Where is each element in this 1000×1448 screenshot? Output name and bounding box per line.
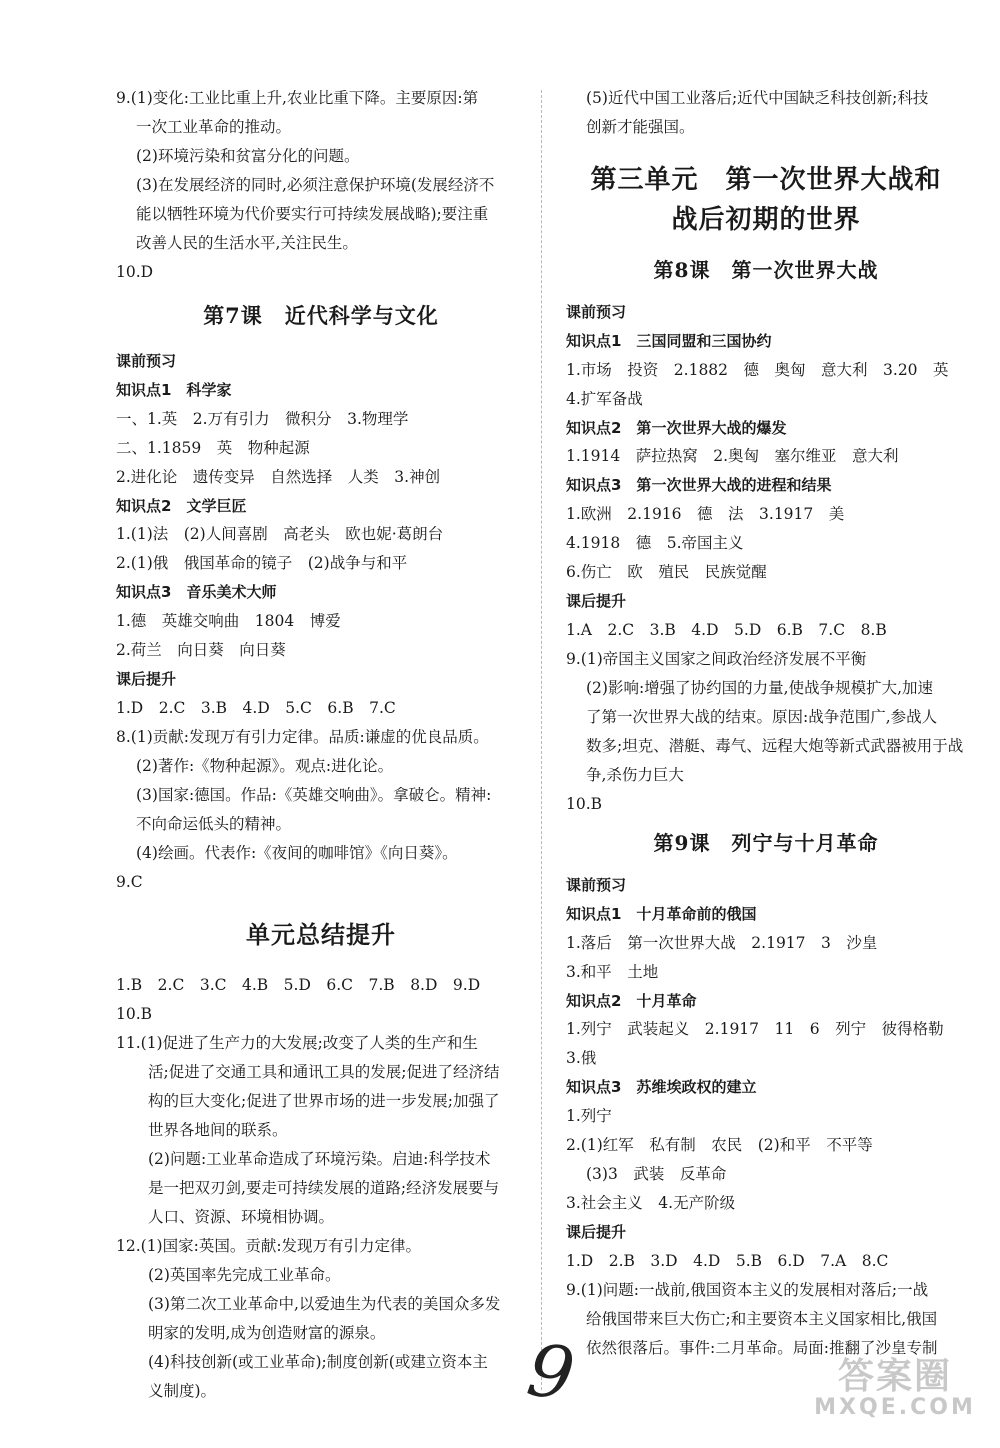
answer-line: 能以牺牲环境为代价要实行可持续发展战略);要注重 [136,205,489,223]
answer-line: 1.B 2.C 3.C 4.B 5.D 6.C 7.B 8.D 9.D [116,975,481,994]
pre-study-heading: 课前预习 [566,875,627,894]
answer-line: 一次工业革命的推动。 [136,118,292,136]
answer-line: (2)著作:《物种起源》。观点:进化论。 [136,756,394,775]
answer-line: 3.俄 [566,1049,597,1068]
answer-line: 给俄国带来巨大伤亡;和主要资本主义国家相比,俄国 [586,1309,938,1328]
unit-title: 第三单元 第一次世界大战和 [590,165,942,195]
answer-line: (5)近代中国工业落后;近代中国缺乏科技创新;科技 [586,89,929,107]
lesson-8-title: 第8课 第一次世界大战 [653,258,879,282]
left-column [116,84,526,1406]
answer-line: 2.(1)俄 俄国革命的镜子 (2)战争与和平 [116,554,408,573]
unit-title: 战后初期的世界 [671,205,861,235]
column-divider [541,90,542,1390]
answer-line: (2)问题:工业革命造成了环境污染。启迪:科学技术 [148,1149,491,1168]
watermark-main-text: 答案圈 [837,1356,952,1397]
unit-title-block [566,160,966,240]
answer-line: 了第一次世界大战的结束。原因:战争范围广,参战人 [586,707,938,726]
answer-line: (4)科技创新(或工业革命);制度创新(或建立资本主 [148,1352,488,1371]
answer-line: 1.落后 第一次世界大战 2.1917 3 沙皇 [566,933,878,952]
knowledge-point-heading: 知识点3 第一次世界大战的进程和结果 [566,476,832,495]
answer-line: 10.B [566,794,603,813]
answer-line: (3)在发展经济的同时,必须注意保护环境(发展经济不 [136,176,495,194]
pre-study-heading: 课前预习 [566,303,627,321]
watermark-sub-text: MXQE.COM [814,1395,976,1420]
knowledge-point-heading: 知识点1 科学家 [116,380,232,399]
answer-line: 人口、资源、环境相协调。 [148,1207,335,1226]
answer-line: 9.(1)问题:一战前,俄国资本主义的发展相对落后;一战 [566,1280,929,1299]
answer-line: 1.列宁 武装起义 2.1917 11 6 列宁 彼得格勒 [566,1020,944,1039]
answer-line: 10.D [116,263,154,281]
pre-study-heading: 课前预习 [116,352,177,370]
answer-line: 8.(1)贡献:发现万有引力定律。品质:谦虚的优良品质。 [116,727,489,746]
answer-line: 一、1.英 2.万有引力 微积分 3.物理学 [116,409,409,428]
answer-line: 11.(1)促进了生产力的大发展;改变了人类的生产和生 [116,1033,478,1052]
answer-line: 1.德 英雄交响曲 1804 博爱 [116,612,341,631]
answer-line: 12.(1)国家:英国。贡献:发现万有引力定律。 [116,1236,422,1255]
answer-line: 1.市场 投资 2.1882 德 奥匈 意大利 3.20 英 [566,360,949,379]
answer-line: (2)英国率先完成工业革命。 [148,1265,341,1284]
knowledge-point-heading: 知识点2 十月革命 [566,991,697,1010]
answer-line: 4.扩军备战 [566,389,643,408]
answer-line: 3.社会主义 4.无产阶级 [566,1194,736,1213]
answer-line: (3)国家:德国。作品:《英雄交响曲》。拿破仑。精神: [136,785,492,804]
unit-summary-title: 单元总结提升 [246,920,396,949]
answer-line: 9.C [116,872,143,891]
answer-line: 构的巨大变化;促进了世界市场的进一步发展;加强了 [148,1091,500,1110]
knowledge-point-heading: 知识点2 第一次世界大战的爆发 [566,418,787,437]
answer-line: 改善人民的生活水平,关注民生。 [136,234,358,252]
answer-line: 义制度)。 [148,1381,217,1400]
answer-line: 二、1.1859 英 物种起源 [116,438,310,457]
answer-line: 1.A 2.C 3.B 4.D 5.D 6.B 7.C 8.B [566,620,887,639]
answer-line: 不向命运低头的精神。 [136,814,292,833]
knowledge-point-heading: 知识点1 三国同盟和三国协约 [566,331,772,350]
knowledge-point-heading: 知识点3 苏维埃政权的建立 [566,1078,757,1097]
handwritten-page-number: 9 [522,1327,580,1417]
answer-line: 2.荷兰 向日葵 向日葵 [116,641,286,660]
answer-line: 9.(1)变化:工业比重上升,农业比重下降。主要原因:第 [116,89,479,107]
answer-line: (2)环境污染和贫富分化的问题。 [136,147,360,165]
answer-line: 世界各地间的联系。 [148,1120,288,1139]
answer-line: 创新才能强国。 [586,118,695,136]
answer-line: (4)绘画。代表作:《夜间的咖啡馆》《向日葵》。 [136,843,458,862]
answer-line: 1.列宁 [566,1107,612,1126]
answer-line: (2)影响:增强了协约国的力量,使战争规模扩大,加速 [586,678,934,697]
answer-line: 1.1914 萨拉热窝 2.奥匈 塞尔维亚 意大利 [566,447,899,466]
post-study-heading: 课后提升 [116,670,177,689]
post-study-heading: 课后提升 [566,592,627,611]
answer-line: 依然很落后。事件:二月革命。局面:推翻了沙皇专制 [586,1338,938,1357]
lesson-9-title: 第9课 列宁与十月革命 [653,830,879,855]
knowledge-point-heading: 知识点2 文学巨匠 [116,496,247,515]
answer-line: 明家的发明,成为创造财富的源泉。 [148,1323,386,1342]
answer-line: 1.(1)法 (2)人间喜剧 高老头 欧也妮·葛朗台 [116,525,444,544]
answer-line: 3.和平 土地 [566,962,659,981]
right-column [566,84,966,1363]
knowledge-point-heading: 知识点3 音乐美术大师 [116,583,277,602]
answer-line: 10.B [116,1004,153,1023]
answer-line: 是一把双刃剑,要走可持续发展的道路;经济发展要与 [148,1178,500,1197]
answer-line: 数多;坦克、潜艇、毒气、远程大炮等新式武器被用于战 [586,736,964,755]
answer-line: (3)3 武装 反革命 [586,1165,727,1184]
answer-line: 2.(1)红军 私有制 农民 (2)和平 不平等 [566,1136,873,1155]
answer-line: 6.伤亡 欧 殖民 民族觉醒 [566,563,767,582]
watermark-logo [810,1358,980,1420]
lesson-7-title: 第7课 近代科学与文化 [203,303,439,328]
answer-line: 4.1918 德 5.帝国主义 [566,534,744,553]
answer-line: 活;促进了交通工具和通讯工具的发展;促进了经济结 [148,1062,500,1081]
answer-line: 1.D 2.B 3.D 4.D 5.B 6.D 7.A 8.C [566,1251,889,1270]
answer-line: 2.进化论 遗传变异 自然选择 人类 3.神创 [116,467,441,486]
knowledge-point-heading: 知识点1 十月革命前的俄国 [566,904,757,923]
answer-line: 1.欧洲 2.1916 德 法 3.1917 美 [566,505,845,524]
answer-line: (3)第二次工业革命中,以爱迪生为代表的美国众多发 [148,1294,501,1313]
post-study-heading: 课后提升 [566,1223,627,1242]
answer-line: 争,杀伤力巨大 [586,765,684,784]
answer-line: 9.(1)帝国主义国家之间政治经济发展不平衡 [566,649,867,668]
answer-line: 1.D 2.C 3.B 4.D 5.C 6.B 7.C [116,698,396,717]
